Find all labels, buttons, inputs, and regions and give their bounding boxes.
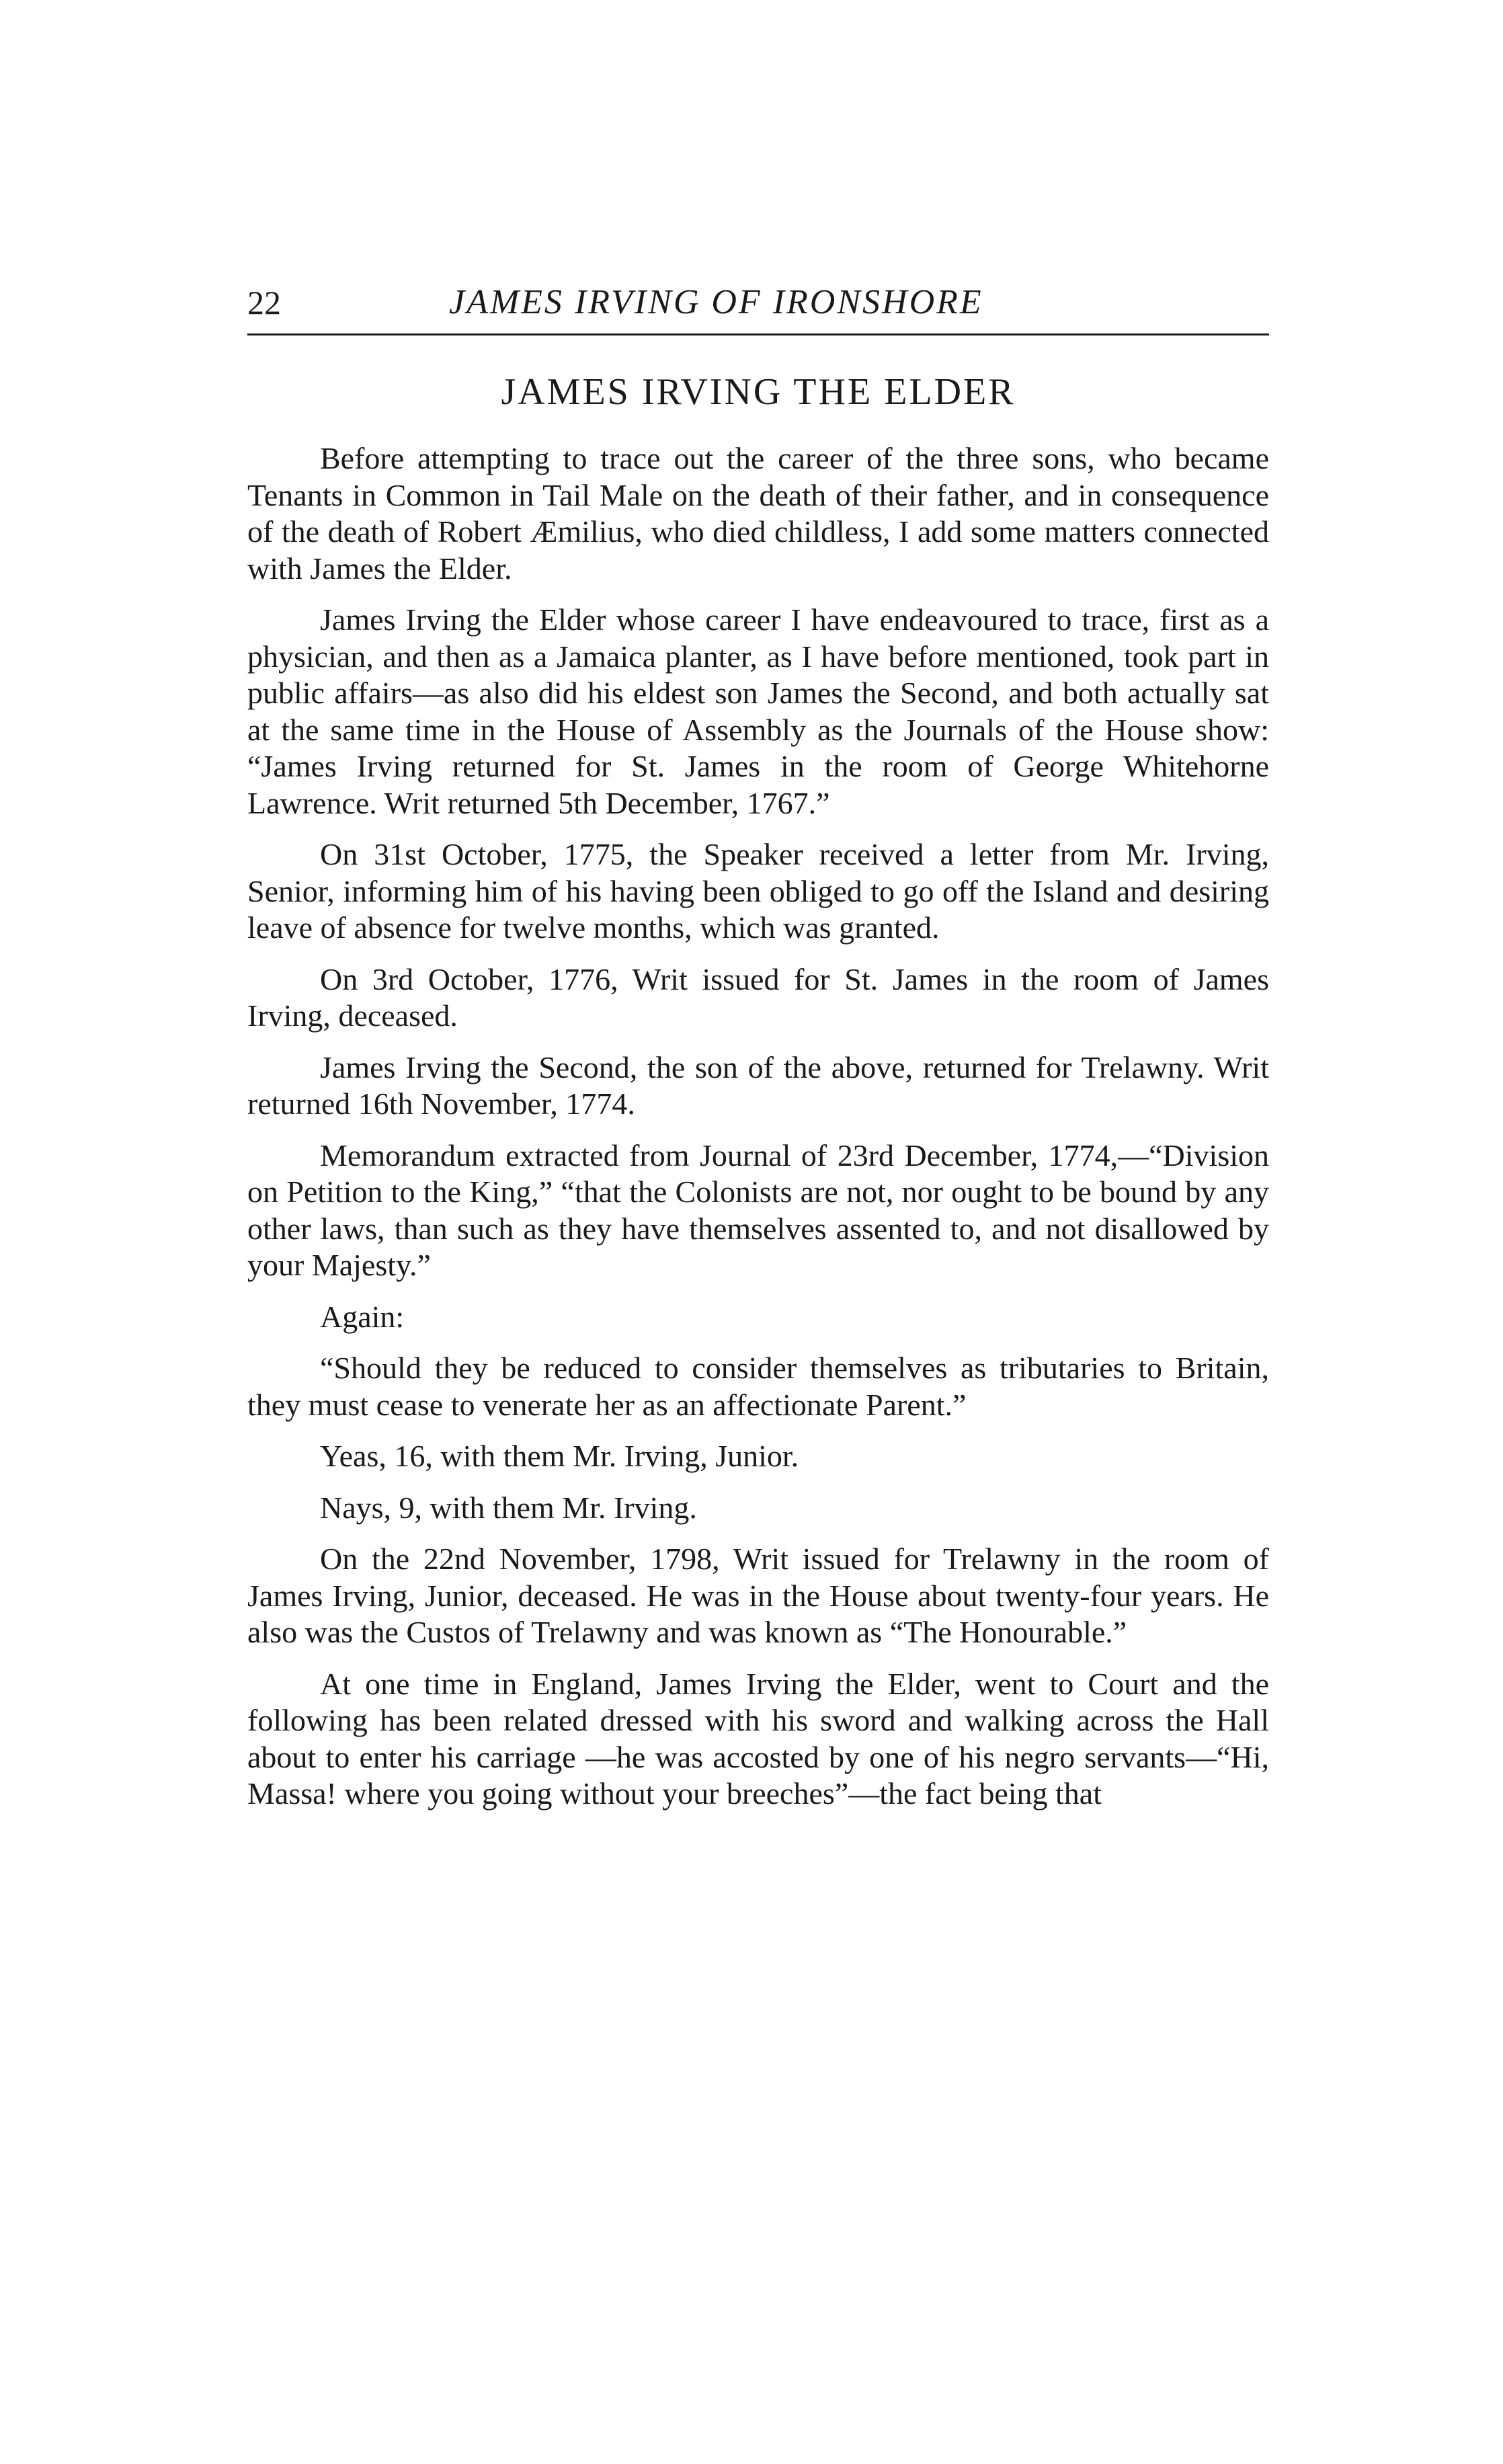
running-title: JAMES IRVING OF IRONSHORE [449,283,983,321]
paragraph: James Irving the Second, the son of the above, returned for Trelawny. Writ returned 16th November, 1774. [247,1049,1269,1121]
paragraph: Before attempting to trace out the career of the three sons, who became Tenants in Common in Tail Male on the death of their father, and in consequence of the death of Robert Æmilius, who died childless, I add some matters connected with James the Elder. [247,441,1269,586]
paragraph: On the 22nd November, 1798, Writ issued for Trelawny in the room of James Irving, Junior, deceased. He was in the House about twenty-four years. He also was the Custos of Trelawny and was known as “The Honourable.” [247,1542,1269,1649]
header-rule [247,333,1269,335]
paragraph: Memorandum extracted from Journal of 23rd December, 1774,—“Division on Petition to the King,” “that the Colonists are not, nor ought to be bound by any other laws, than such as they have themselves assented to, and not disallowed by your Majesty.” [247,1138,1269,1282]
paragraph: On 3rd October, 1776, Writ issued for St. James in the room of James Irving, deceased. [247,961,1269,1033]
page-header [247,274,1269,335]
quoted-paragraph: “Should they be reduced to consider themselves as tributaries to Britain, they must cease to venerate her as an affectionate Parent.” [247,1351,1269,1422]
paragraph: Yeas, 16, with them Mr. Irving, Junior. [320,1439,799,1473]
paragraph: James Irving the Elder whose career I have endeavoured to trace, first as a physician, and then as a Jamaica planter, as I have before mentioned, took part in public affairs—as also did his eldest son James the Second, and both actually sat at the same time in the House of Assembly as the Journals of the House show: “James Irving returned for St. James in the room of George Whitehorne Lawrence. Writ returned 5th December, 1767.” [247,602,1269,820]
paragraph: At one time in England, James Irving the Elder, went to Court and the following has been related dressed with his sword and walking across the Hall about to enter his carriage —he was accosted by one of his negro servants—“Hi, Massa! where you going without your breeches”—the fact being that [247,1666,1269,1811]
section-title: JAMES IRVING THE ELDER [501,371,1016,413]
paragraph: On 31st October, 1775, the Speaker received a letter from Mr. Irving, Senior, informing him of his having been obliged to go off the Island and desiring leave of absence for twelve months, which was granted. [247,837,1269,945]
body-text [247,440,1269,1827]
paragraph: Nays, 9, with them Mr. Irving. [320,1490,697,1525]
page-number: 22 [247,284,281,321]
paragraph: Again: [320,1299,405,1334]
